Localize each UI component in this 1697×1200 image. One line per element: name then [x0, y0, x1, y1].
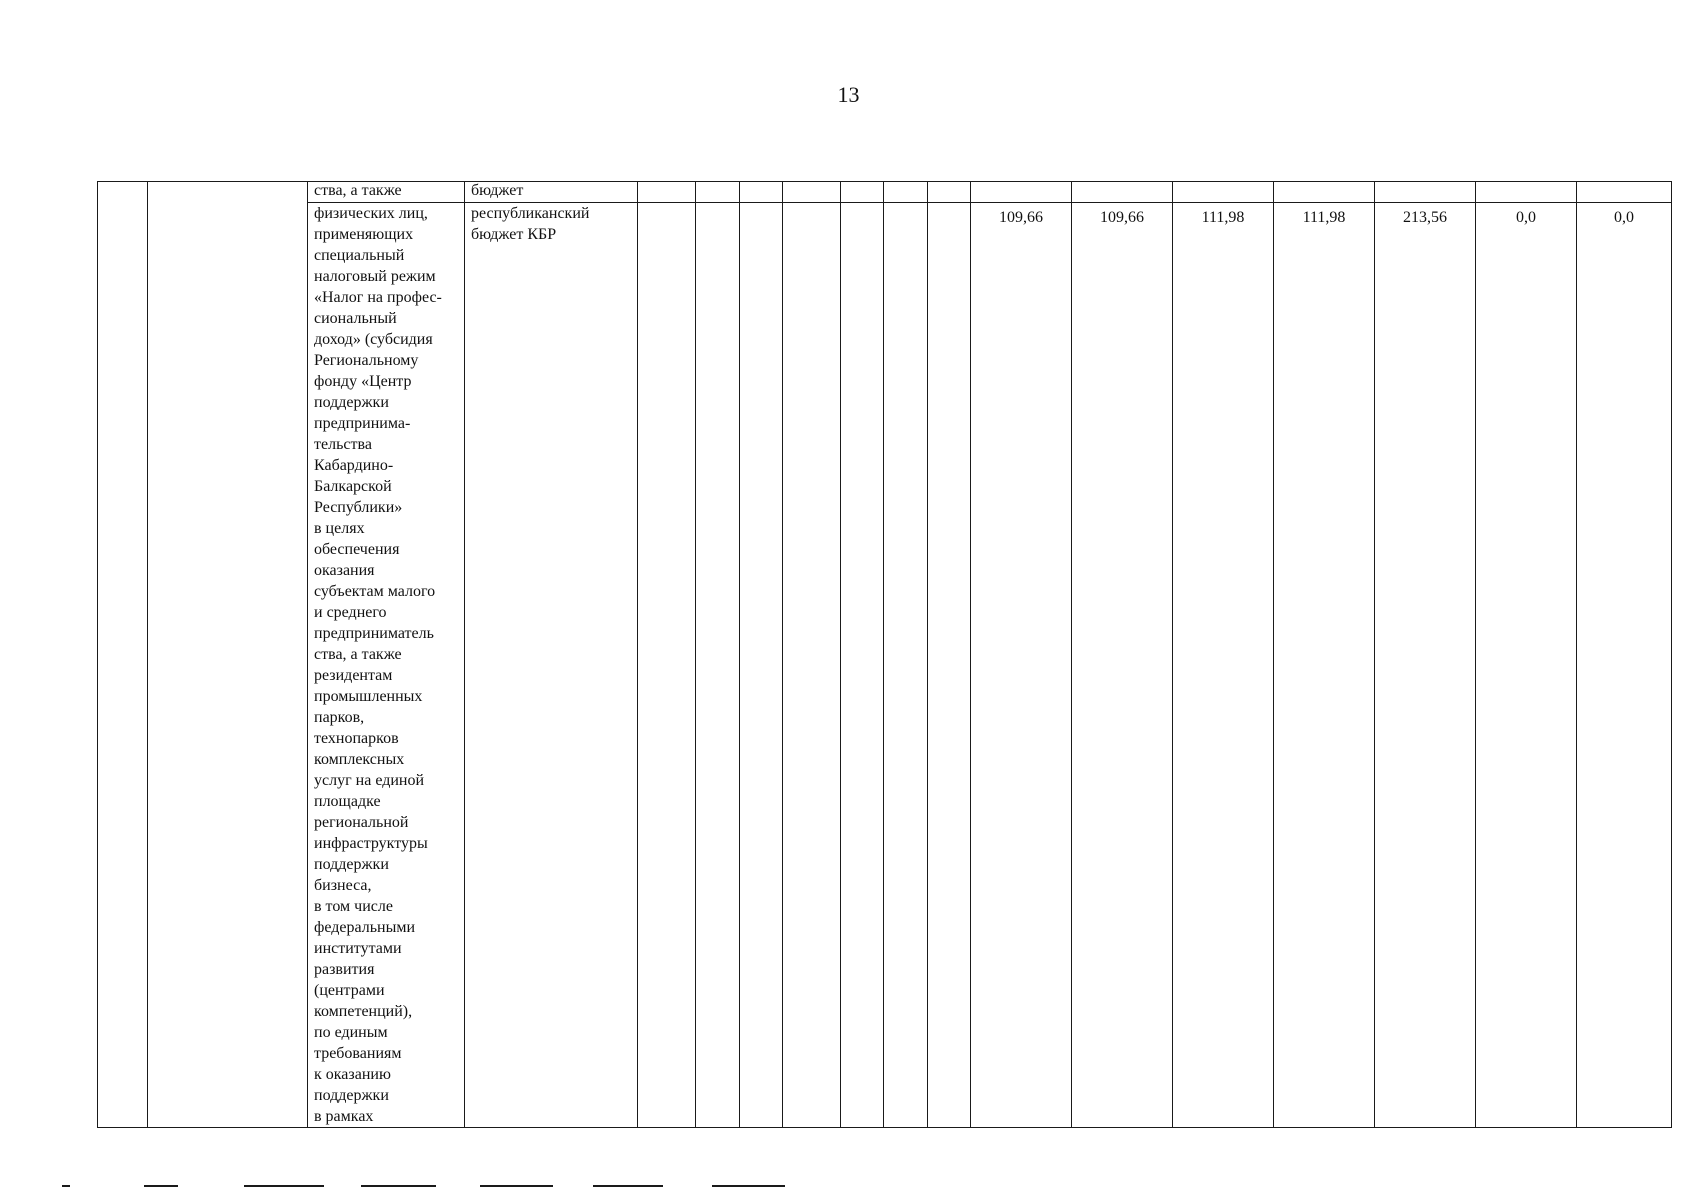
cell-empty [841, 203, 884, 1128]
source-line: бюджет КБР [471, 226, 557, 243]
footer-dash [62, 1185, 70, 1187]
description-line: субъектам малого [314, 583, 436, 600]
description-line: Кабардино- [314, 457, 394, 474]
description-line: Республики» [314, 499, 403, 516]
footer-dashes [0, 1185, 1697, 1189]
cell-empty [1072, 182, 1173, 203]
budget-table [97, 181, 1672, 1128]
cell-empty [783, 203, 841, 1128]
description-line: «Налог на профес- [314, 289, 442, 306]
cell-number [98, 182, 148, 1128]
cell-empty [740, 203, 783, 1128]
description-line: Балкарской [314, 478, 392, 495]
cell-empty [928, 182, 971, 203]
description-line: парков, [314, 709, 365, 726]
description-line: тельства [314, 436, 372, 453]
cell-empty [740, 182, 783, 203]
description-line: сиональный [314, 310, 397, 327]
description-line: требованиям [314, 1045, 402, 1062]
cell-value: 109,66 [1072, 203, 1173, 1128]
description-line: налоговый режим [314, 268, 436, 285]
cell-empty [1274, 182, 1375, 203]
cell-funding-source [465, 203, 638, 1128]
footer-dash [593, 1185, 663, 1187]
description-line: инфраструктуры [314, 835, 428, 852]
description-line: комплексных [314, 751, 405, 768]
cell-empty [696, 182, 740, 203]
cell-empty [783, 182, 841, 203]
cell-description [308, 203, 465, 1128]
description-line: поддержки [314, 856, 389, 873]
description-line: промышленных [314, 688, 423, 705]
footer-dash [361, 1185, 436, 1187]
cell-program [148, 182, 308, 1128]
description-line: доход» (субсидия [314, 331, 433, 348]
cell-empty [841, 182, 884, 203]
description-line: физических лиц, [314, 205, 428, 222]
cell-empty [1476, 182, 1577, 203]
cell-value: 0,0 [1577, 203, 1672, 1128]
description-line: в целях [314, 520, 365, 537]
cell-empty [971, 182, 1072, 203]
description-line: Региональному [314, 352, 419, 369]
cell-value: 111,98 [1173, 203, 1274, 1128]
cell-empty [638, 182, 696, 203]
table-row [98, 203, 1672, 1128]
footer-dash [244, 1185, 324, 1187]
description-line: федеральными [314, 919, 416, 936]
description-line: институтами [314, 940, 402, 957]
cell-source-continuation: бюджет [465, 182, 638, 203]
cell-empty [884, 203, 928, 1128]
cell-value: 111,98 [1274, 203, 1375, 1128]
footer-dash [480, 1185, 553, 1187]
table-row [98, 182, 1672, 203]
description-line: площадке [314, 793, 381, 810]
cell-value: 213,56 [1375, 203, 1476, 1128]
source-line: республиканский [471, 205, 590, 222]
description-line: ства, а также [314, 646, 402, 663]
footer-dash [712, 1185, 785, 1187]
cell-empty [928, 203, 971, 1128]
description-line: к оказанию [314, 1066, 391, 1083]
description-line: по единым [314, 1024, 388, 1041]
description-line: и среднего [314, 604, 387, 621]
description-line: развития [314, 961, 375, 978]
description-line: поддержки [314, 394, 389, 411]
footer-dash [144, 1185, 178, 1187]
description-line: фонду «Центр [314, 373, 412, 390]
cell-empty [696, 203, 740, 1128]
description-line: компетенций), [314, 1003, 413, 1020]
description-line: предпринима- [314, 415, 411, 432]
cell-empty [1577, 182, 1672, 203]
description-line: в том числе [314, 898, 393, 915]
cell-value: 0,0 [1476, 203, 1577, 1128]
description-line: бизнеса, [314, 877, 372, 894]
description-line: обеспечения [314, 541, 400, 558]
description-line: применяющих [314, 226, 414, 243]
cell-value: 109,66 [971, 203, 1072, 1128]
description-line: оказания [314, 562, 375, 579]
description-line: предприниматель [314, 625, 434, 642]
description-line: в рамках [314, 1108, 374, 1125]
description-line: технопарков [314, 730, 399, 747]
description-line: (центрами [314, 982, 385, 999]
description-line: резидентам [314, 667, 393, 684]
cell-empty [884, 182, 928, 203]
cell-description-continuation: ства, а также [308, 182, 465, 203]
cell-empty [638, 203, 696, 1128]
description-line: региональной [314, 814, 409, 831]
cell-empty [1173, 182, 1274, 203]
cell-empty [1375, 182, 1476, 203]
budget-table-wrapper [97, 181, 1671, 1124]
page-number: 13 [837, 82, 860, 107]
description-line: услуг на единой [314, 772, 425, 789]
description-line: поддержки [314, 1087, 389, 1104]
description-line: специальный [314, 247, 405, 264]
